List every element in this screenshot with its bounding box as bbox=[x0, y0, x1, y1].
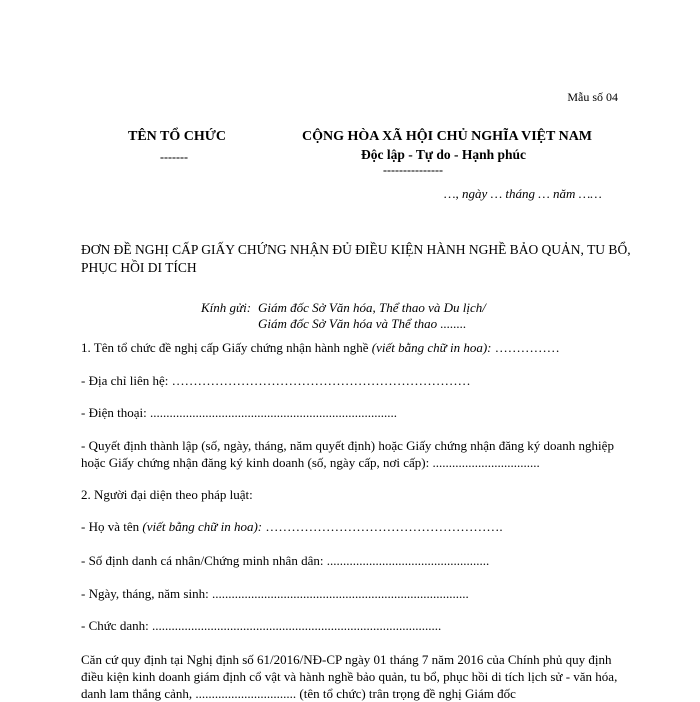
representative-name-hint: (viết bằng chữ in hoa): bbox=[142, 519, 263, 534]
phone-field: - Điện thoại: ............................................................................ bbox=[81, 405, 397, 420]
date-of-birth-field: - Ngày, tháng, năm sinh: ............................................................................... bbox=[81, 586, 469, 601]
org-name-fill: …………… bbox=[491, 340, 560, 355]
form-number: Mẫu số 04 bbox=[567, 90, 618, 104]
position-field: - Chức danh: ......................................................................................... bbox=[81, 618, 442, 633]
document-title: ĐƠN ĐỀ NGHỊ CẤP GIẤY CHỨNG NHẬN ĐỦ ĐIỀU KIỆN HÀNH NGHỀ BẢO QUẢN, TU BỔ, PHỤC HỒI DI TÍCH bbox=[81, 242, 631, 275]
recipient-line-2: Giám đốc Sở Văn hóa và Thể thao ........ bbox=[258, 316, 467, 331]
organization-name-heading: TÊN TỔ CHỨC bbox=[128, 129, 227, 144]
closing-paragraph: Căn cứ quy định tại Nghị định số 61/2016/NĐ-CP ngày 01 tháng 7 năm 2016 của Chính phủ quy định điều kiện kinh doanh giám định cổ vật và hành nghề bảo quản, tu bổ, phục hồi di tích lịch sử - văn hóa, danh lam thắng cảnh, ............................... (tên tổ chức) trân trọng đề nghị Giám đốc bbox=[81, 652, 618, 701]
representative-name-fill: ………………………………………………. bbox=[262, 519, 503, 534]
recipient-line-1: Giám đốc Sở Văn hóa, Thể thao và Du lịch/ bbox=[258, 300, 486, 315]
date-line: …, ngày … tháng … năm …… bbox=[444, 186, 602, 201]
representative-name-field bbox=[81, 519, 503, 535]
establishment-decision-field: - Quyết định thành lập (số, ngày, tháng, năm quyết định) hoặc Giấy chứng nhận đăng ký doanh nghiệp hoặc Giấy chứng nhận đăng ký kinh doanh (số, ngày cấp, nơi cấp): ................................. bbox=[81, 438, 614, 470]
recipient-label: Kính gửi: bbox=[201, 300, 252, 315]
national-motto: Độc lập - Tự do - Hạnh phúc bbox=[361, 147, 527, 162]
personal-id-field: - Số định danh cá nhân/Chứng minh nhân dân: .................................................. bbox=[81, 553, 490, 568]
address-field: - Địa chỉ liên hệ: …………………………………………………………… bbox=[81, 373, 471, 388]
national-title: CỘNG HÒA XÃ HỘI CHỦ NGHĨA VIỆT NAM bbox=[302, 129, 593, 144]
org-name-field bbox=[81, 340, 560, 356]
legal-representative-heading: 2. Người đại diện theo pháp luật: bbox=[81, 487, 253, 502]
org-name-label: 1. Tên tổ chức đề nghị cấp Giấy chứng nhận hành nghề bbox=[81, 340, 372, 355]
organization-underline: ------- bbox=[160, 150, 188, 164]
org-name-hint: (viết bằng chữ in hoa): bbox=[371, 340, 492, 355]
representative-name-label: - Họ và tên bbox=[81, 519, 143, 534]
motto-underline: --------------- bbox=[383, 163, 443, 177]
